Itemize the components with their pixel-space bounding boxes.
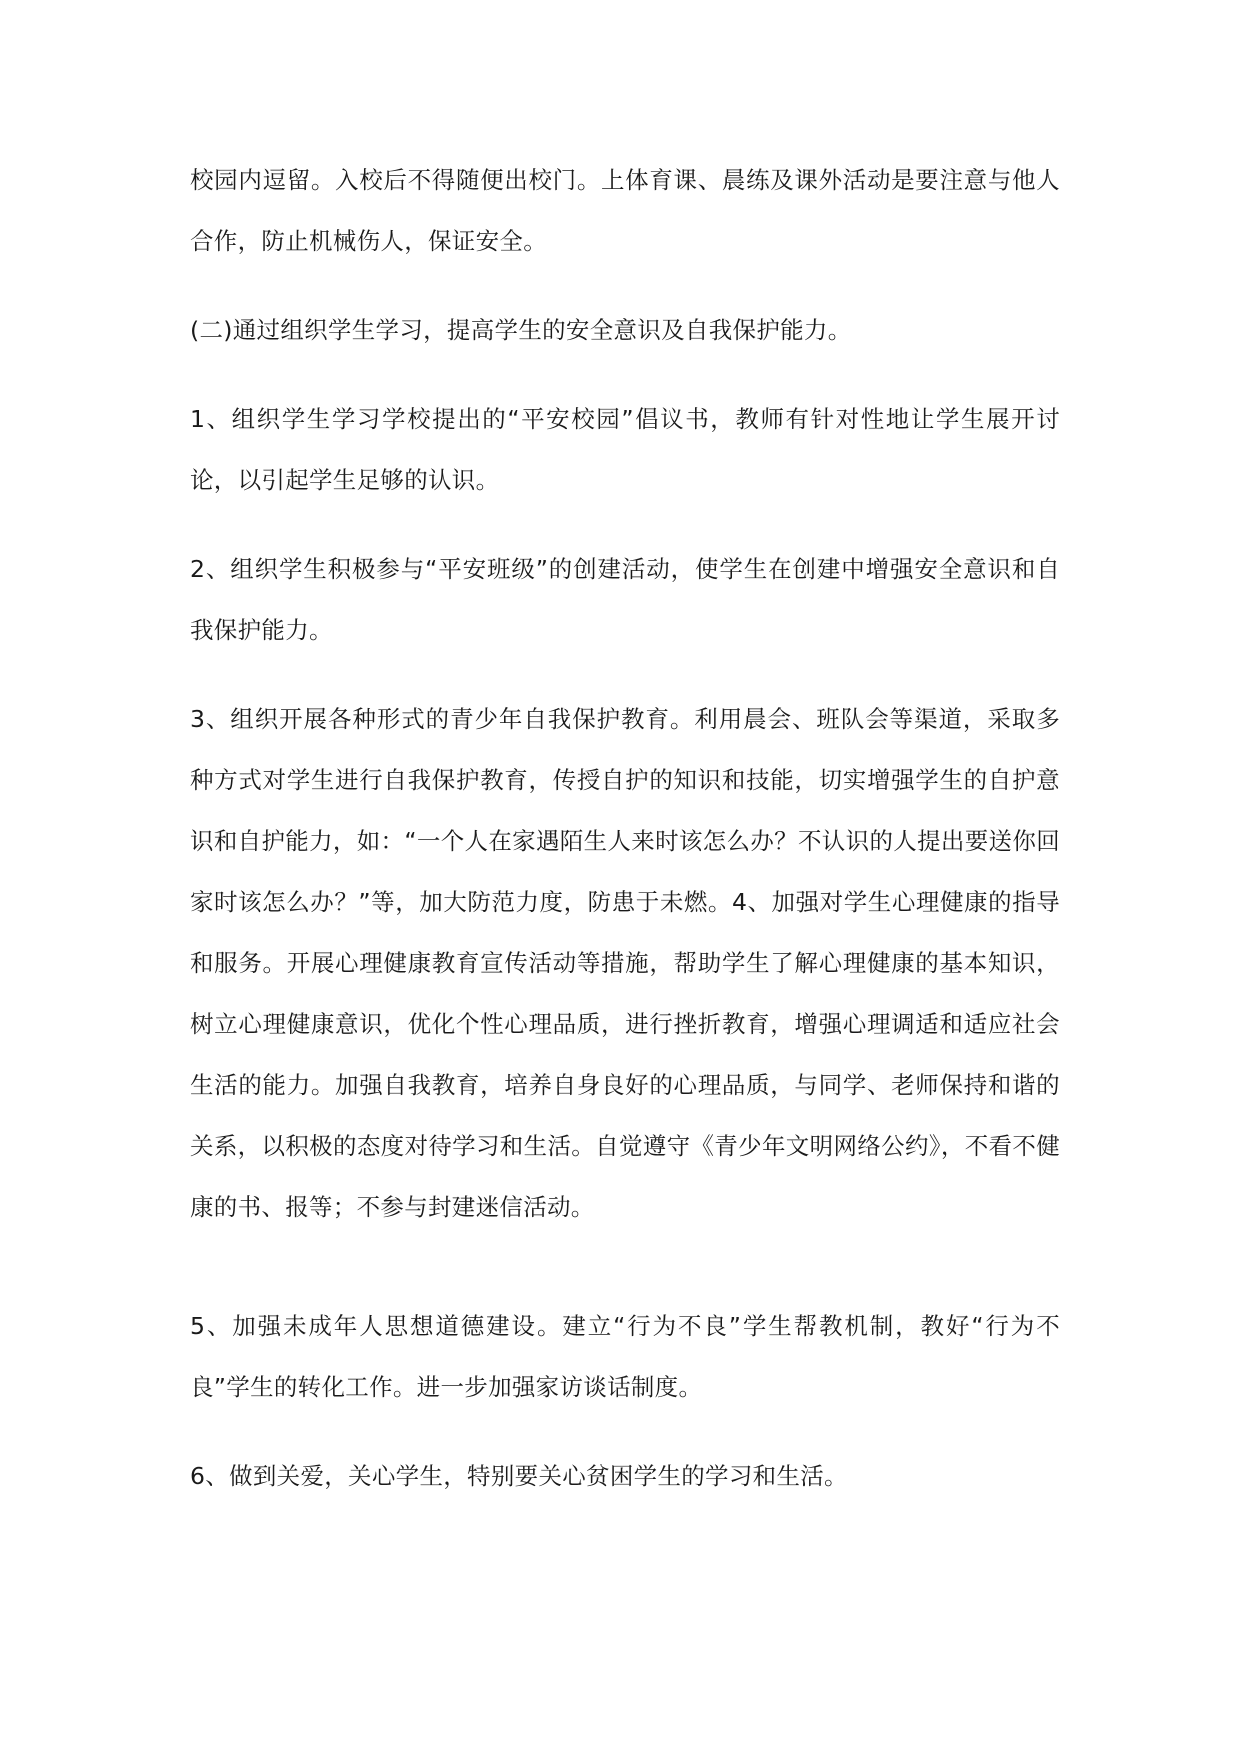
paragraph-item-1: 1、组织学生学习学校提出的“平安校园”倡议书，教师有针对性地让学生展开讨论，以引起学生足够的认识。 [190,405,1060,494]
paragraph-item-3-4: 3、组织开展各种形式的青少年自我保护教育。利用晨会、班队会等渠道，采取多种方式对学生进行自我保护教育，传授自护的知识和技能，切实增强学生的自护意识和自护能力，如：“一个人在家遇陌生人来时该怎么办？不认识的人提出要送你回家时该怎么办？”等，加大防范力度，防患于未燃。4、加强对学生心理健康的指导和服务。开展心理健康教育宣传活动等措施，帮助学生了解心理健康的基本知识，树立心理健康意识，优化个性心理品质，进行挫折教育，增强心理调适和适应社会生活的能力。加强自我教育，培养自身良好的心理品质，与同学、老师保持和谐的关系，以积极的态度对待学习和生活。自觉遵守《青少年文明网络公约》，不看不健康的书、报等；不参与封建迷信活动。 [190,705,1060,1221]
paragraph-item-5: 5、加强未成年人思想道德建设。建立“行为不良”学生帮教机制，教好“行为不良”学生的转化工作。进一步加强家访谈话制度。 [190,1312,1060,1401]
document-body [190,150,1060,1507]
paragraph-item-6: 6、做到关爱，关心学生，特别要关心贫困学生的学习和生活。 [190,1462,848,1490]
paragraph-section-two-heading: (二)通过组织学生学习，提高学生的安全意识及自我保护能力。 [190,316,852,344]
paragraph-item-2: 2、组织学生积极参与“平安班级”的创建活动，使学生在创建中增强安全意识和自我保护能力。 [190,555,1060,644]
paragraph-safety-rules: 校园内逗留。入校后不得随便出校门。上体育课、晨练及课外活动是要注意与他人合作，防止机械伤人，保证安全。 [190,166,1060,255]
